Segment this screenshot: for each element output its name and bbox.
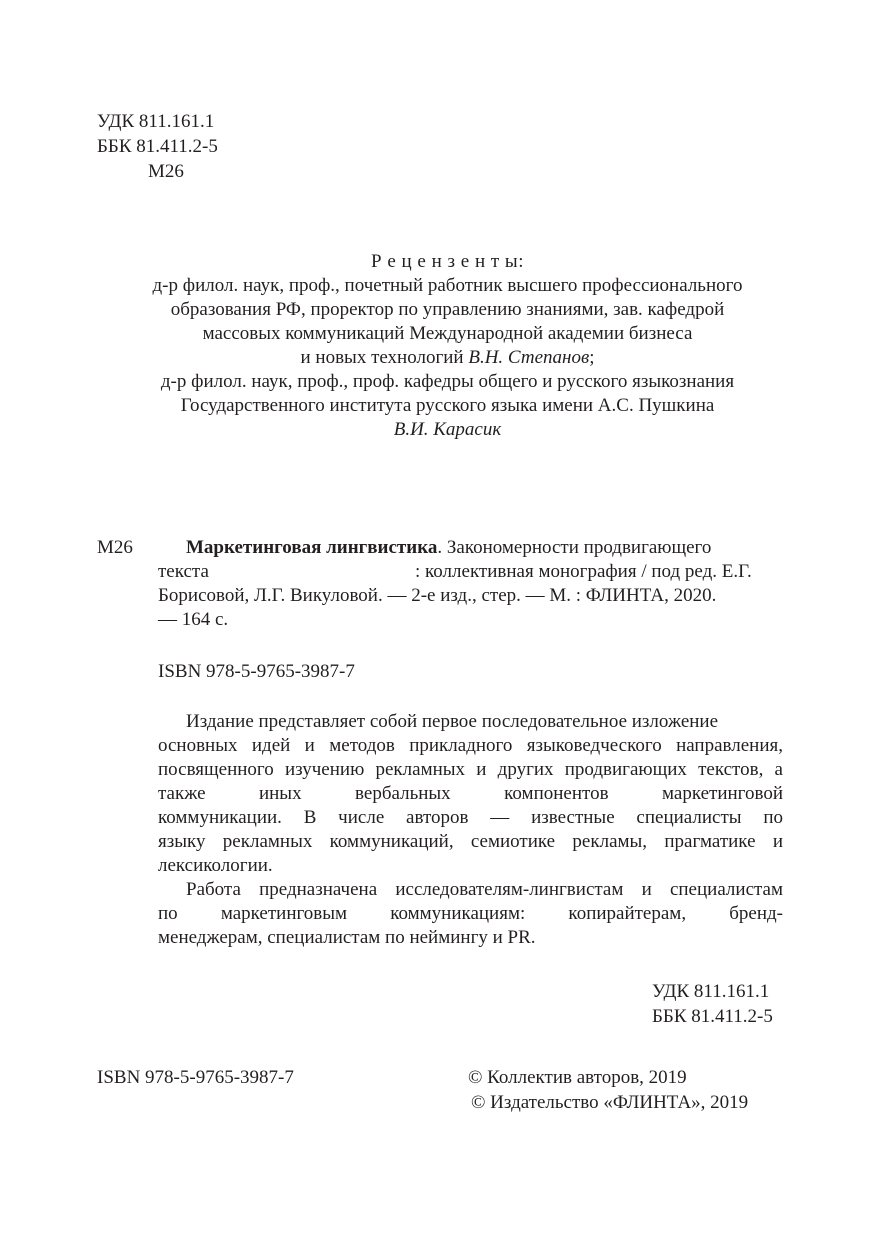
copyright-authors: © Коллектив авторов, 2019 (468, 1067, 687, 1088)
reviewer-2-line: Государственного института русского языка имени А.С. Пушкина (180, 395, 715, 416)
bib-line-2-left: текста (158, 561, 209, 582)
annotation-p2-last: менеджерам, специалистам по неймингу и PR. (158, 927, 536, 948)
reviewer-2-name: В.И. Карасик (393, 419, 502, 440)
book-title: Маркетинговая лингвистика (186, 537, 438, 558)
reviewer-1-line: д-р филол. наук, проф., почетный работник высшего профессионального (152, 275, 743, 296)
reviewer-1-line: массовых коммуникаций Международной академии бизнеса (202, 323, 693, 344)
bib-line-4: — 164 с. (158, 609, 229, 630)
isbn-footer: ISBN 978-5-9765-3987-7 (97, 1067, 294, 1088)
bbk-bottom: ББК 81.411.2-5 (652, 1006, 773, 1027)
reviewer-1-line: образования РФ, проректор по управлению знаниями, зав. кафедрой (170, 299, 725, 320)
bib-description (158, 536, 783, 632)
udk-top: УДК 811.161.1 (97, 111, 215, 132)
book-title-rest: . Закономерности продвигающего (437, 537, 712, 558)
annotation (158, 710, 783, 950)
bib-mark: М26 (97, 537, 133, 558)
bib-line-2 (158, 560, 783, 584)
reviewers-heading: Р е ц е н з е н т ы: (371, 251, 524, 272)
isbn-main: ISBN 978-5-9765-3987-7 (158, 661, 355, 682)
annotation-p1-line: Издание представляет собой первое последовательное изложение (186, 711, 719, 732)
annotation-p1-line: основных идей и методов прикладного языковедческого направления, (158, 735, 783, 756)
copyright-publisher: © Издательство «ФЛИНТА», 2019 (471, 1092, 749, 1113)
annotation-p1-line: посвященного изучению рекламных и других продвигающих текстов, а (158, 759, 783, 780)
reviewer-1-suffix: ; (589, 347, 595, 368)
annotation-p2-line: по маркетинговым коммуникациям: копирайтерам, бренд- (158, 903, 783, 924)
annotation-p1-last: лексикологии. (158, 855, 273, 876)
annotation-p1-line: языку рекламных коммуникаций, семиотике рекламы, прагматике и (158, 831, 783, 852)
reviewer-1-prefix: и новых технологий (300, 347, 469, 368)
reviewer-1-name: В.Н. Степанов (468, 347, 590, 368)
author-mark-top: М26 (148, 161, 184, 182)
bib-line-2-right: : коллективная монография / под ред. Е.Г. (415, 561, 752, 582)
udk-bottom: УДК 811.161.1 (652, 981, 770, 1002)
bbk-top: ББК 81.411.2-5 (97, 136, 218, 157)
reviewer-1-last-line (60, 346, 835, 370)
annotation-p2-line: Работа предназначена исследователям-лингвистам и специалистам (186, 879, 783, 900)
reviewer-2-line: д-р филол. наук, проф., проф. кафедры общего и русского языкознания (160, 371, 735, 392)
bib-line-1 (158, 536, 783, 560)
reviewers-block (60, 250, 835, 442)
annotation-p1-line: также иных вербальных компонентов маркетинговой (158, 783, 783, 804)
bib-line-3: Борисовой, Л.Г. Викуловой. — 2-е изд., стер. — М. : ФЛИНТА, 2020. (158, 585, 717, 606)
annotation-p1-line: коммуникации. В числе авторов — известные специалисты по (158, 807, 783, 828)
